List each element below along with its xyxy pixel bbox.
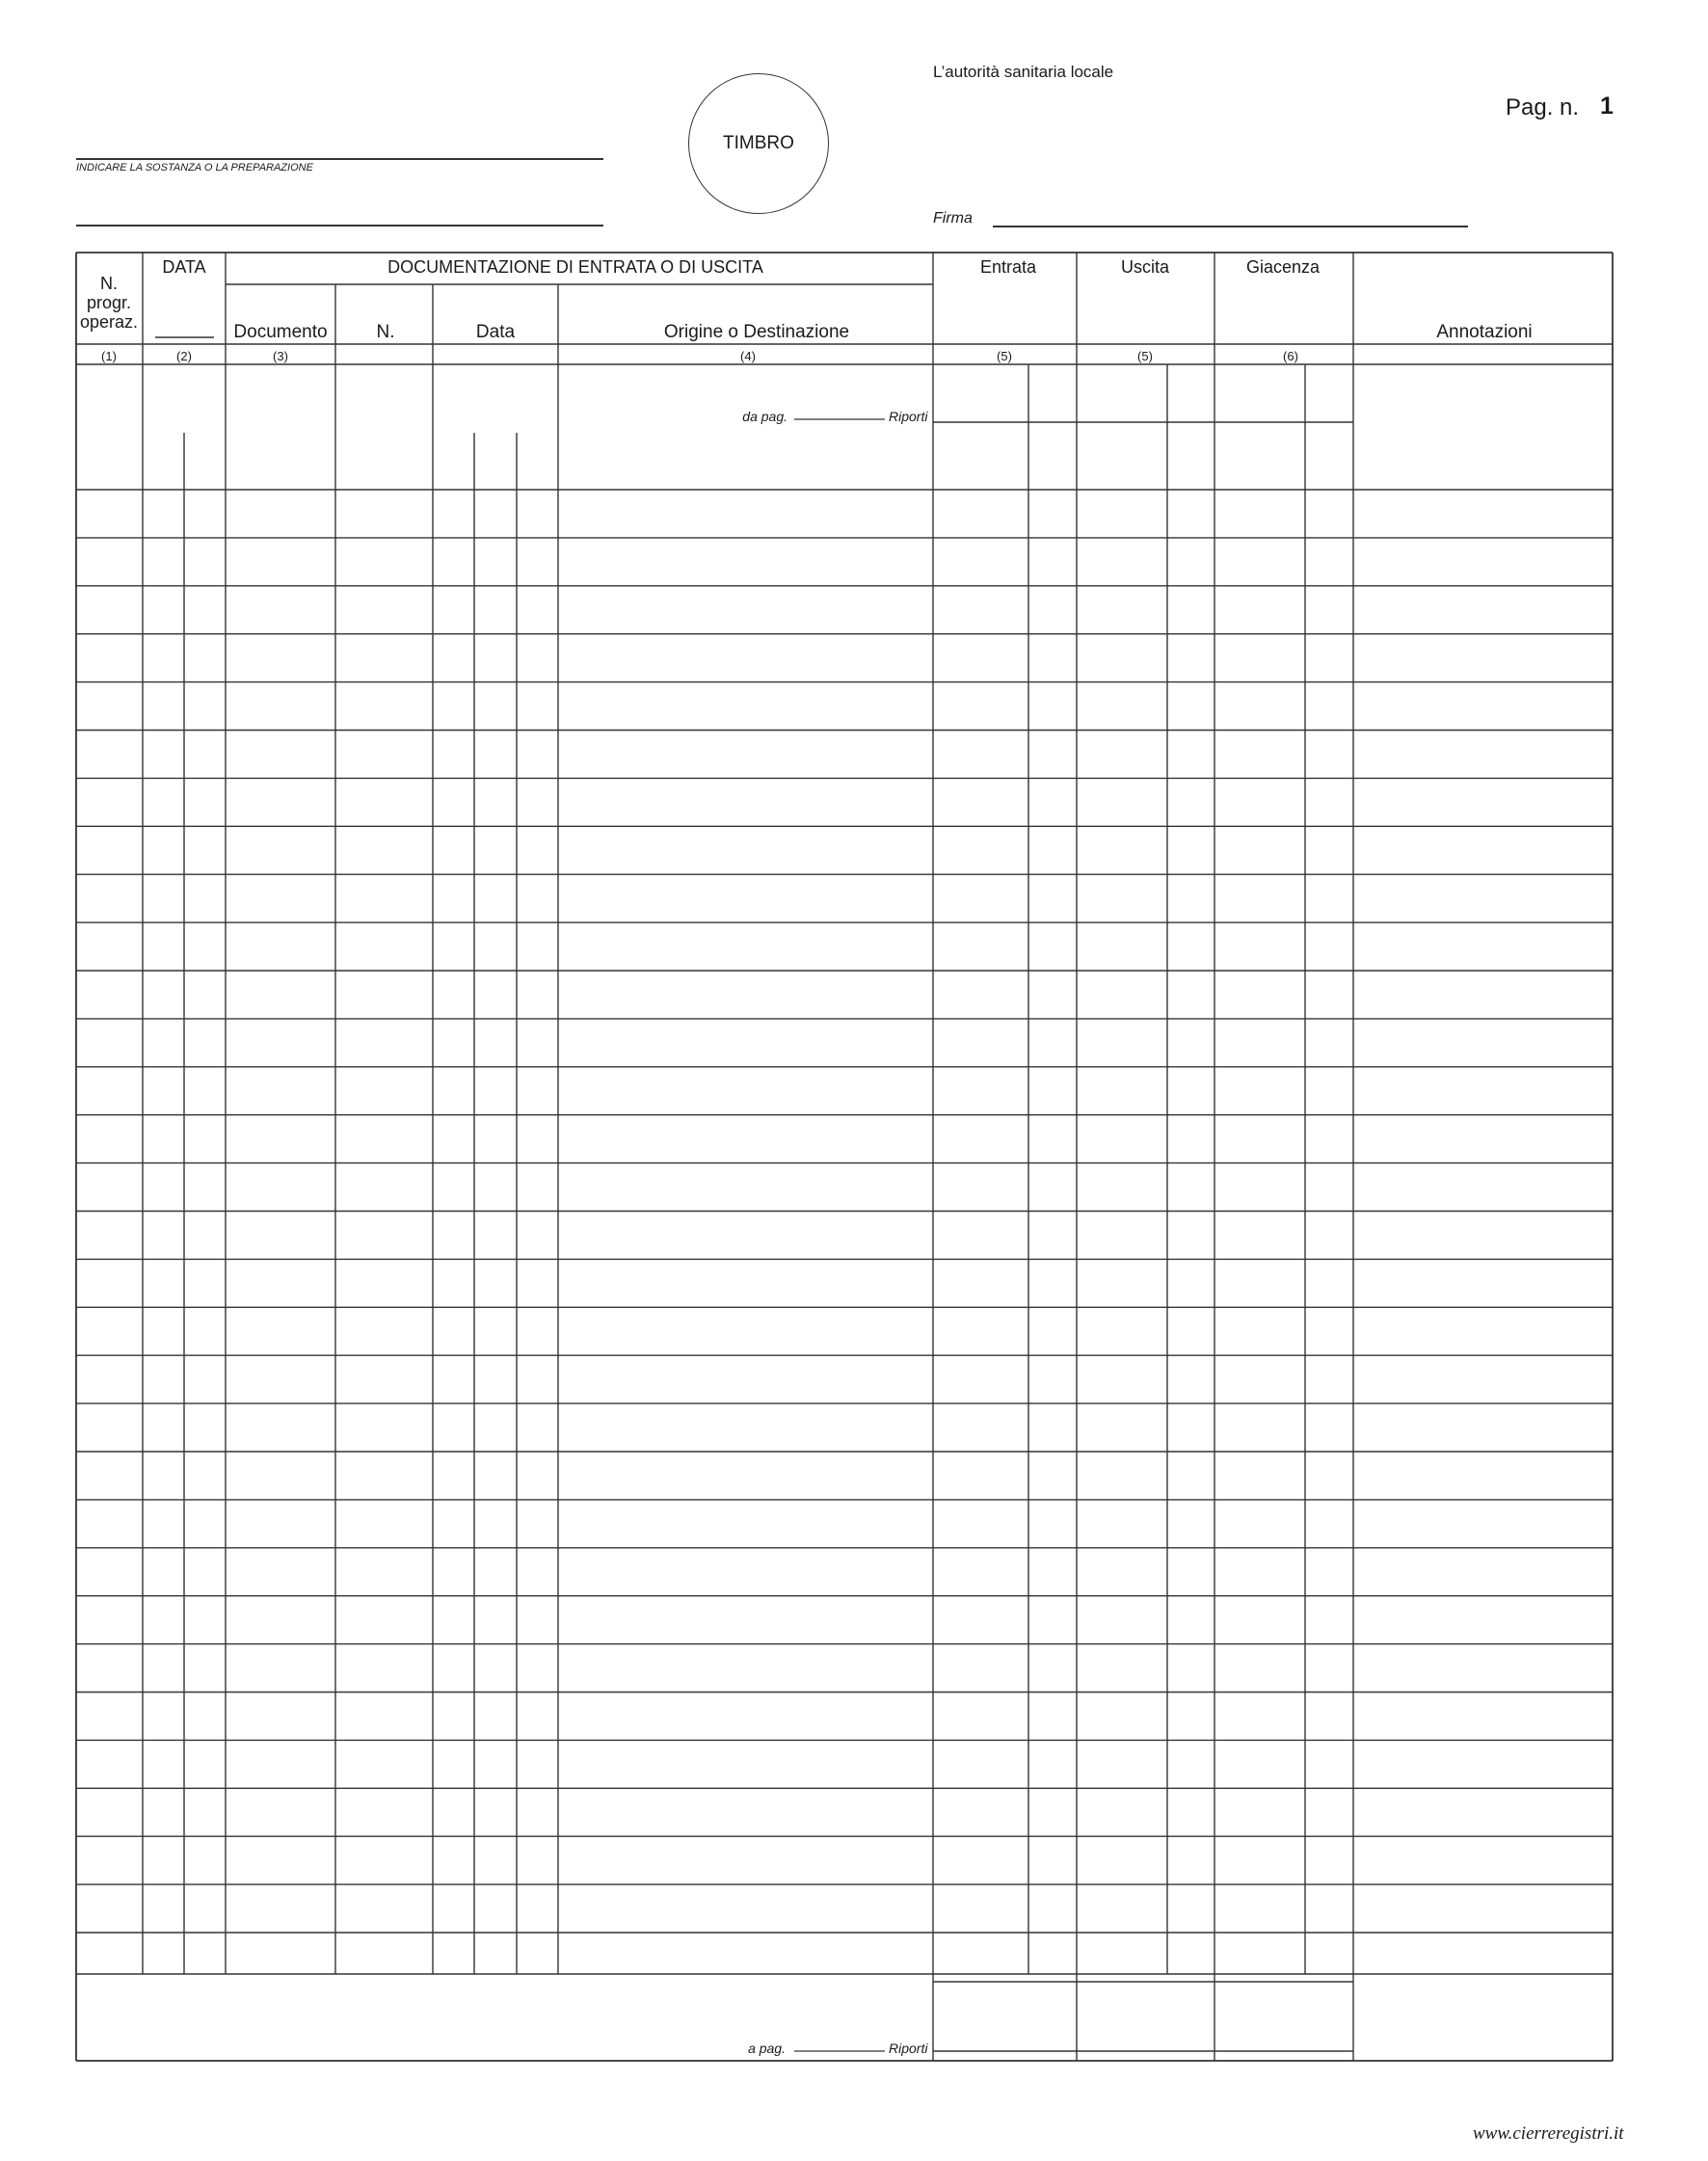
signature-label: Firma: [933, 210, 973, 227]
col-progr-label: N.: [100, 274, 118, 293]
col-data-label: DATA: [162, 257, 206, 277]
table-header-text: [80, 257, 1533, 2056]
carry-out-to-label: a pag.: [748, 2041, 786, 2056]
stamp-label: TIMBRO: [723, 133, 794, 153]
col-entrata-label: Entrata: [979, 257, 1037, 277]
ref-number: (4): [740, 349, 756, 363]
carry-in-label: Riporti: [889, 409, 928, 424]
page-number-value: 1: [1600, 93, 1614, 120]
col-giacenza-label: Giacenza: [1245, 257, 1321, 277]
col-progr-label: operaz.: [79, 312, 139, 332]
ref-number: (5): [997, 349, 1012, 363]
footer-url: www.cierreregistri.it: [1473, 2123, 1624, 2144]
table-grid-lines: [76, 253, 1613, 2061]
ref-number: (6): [1283, 349, 1298, 363]
col-progr-label: progr.: [86, 293, 132, 312]
ref-number: (1): [101, 349, 117, 363]
substance-caption: INDICARE LA SOSTANZA O LA PREPARAZIONE: [76, 162, 313, 173]
col-documentazione-label: DOCUMENTAZIONE DI ENTRATA O DI USCITA: [387, 257, 763, 277]
col-uscita-label: Uscita: [1120, 257, 1170, 277]
ref-number: (5): [1137, 349, 1153, 363]
col-origine-label: Origine o Destinazione: [663, 322, 850, 342]
col-documento-label: Documento: [233, 322, 328, 342]
ref-number: (2): [176, 349, 192, 363]
authority-label: L’autorità sanitaria locale: [933, 63, 1114, 81]
page-number-label: Pag. n.: [1506, 94, 1580, 120]
carry-out-label: Riporti: [889, 2041, 928, 2056]
col-annotazioni-label: Annotazioni: [1436, 322, 1533, 342]
ref-number: (3): [273, 349, 288, 363]
col-data-doc-label: Data: [475, 322, 516, 342]
col-n-label: N.: [376, 322, 395, 342]
carry-in-from-label: da pag.: [742, 409, 787, 424]
